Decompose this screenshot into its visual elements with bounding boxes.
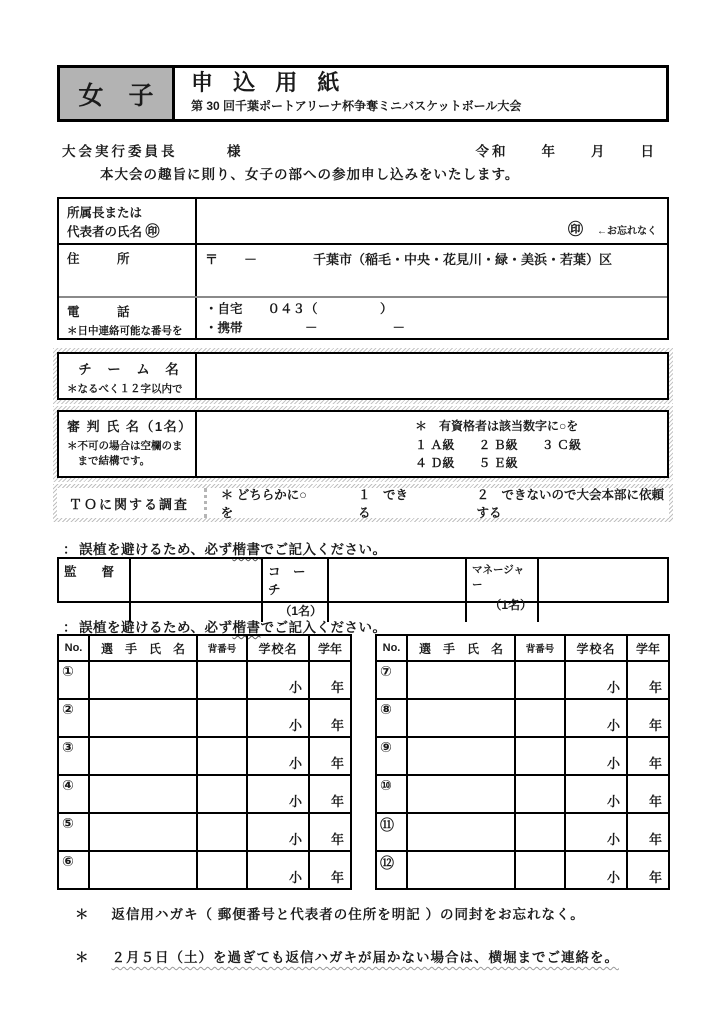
- addressee-line: [62, 140, 657, 160]
- qualification-instruction: ＊ 有資格者は該当数字に○を: [415, 419, 579, 433]
- roster-table-left: [57, 634, 352, 890]
- row-number: ⑦: [380, 663, 392, 679]
- kaisho-emphasis: 楷書: [232, 620, 261, 635]
- qualification-grades-2: ４ Ｄ級 ５ Ｅ級: [415, 456, 518, 471]
- grade-cell: 年: [330, 870, 344, 885]
- telephone-note: ＊日中連絡可能な番号を: [67, 325, 183, 337]
- jersey-number-cell: [516, 700, 566, 736]
- col-grade: 学年: [317, 641, 342, 656]
- manager-input-cell: [539, 559, 671, 622]
- row-number: ⑪: [380, 817, 394, 833]
- kaisho-note-2: ： 誤植を避けるため、必ず楷書でご記入ください。: [63, 620, 387, 635]
- player-name-cell: [408, 700, 516, 736]
- roster-row-4: [59, 776, 350, 814]
- col-grade: 学年: [635, 641, 660, 656]
- col-jersey-number: 背番号: [198, 636, 248, 660]
- name-input-cell: [197, 199, 667, 243]
- player-name-cell: [408, 738, 516, 774]
- player-name-cell: [408, 852, 516, 888]
- to-survey-question: ＊ どちらかに○を: [220, 488, 307, 520]
- school-cell: 小: [248, 776, 310, 812]
- roster-row-12: [377, 852, 668, 888]
- pledge-sentence: 本大会の趣旨に則り、女子の部への参加申し込みをいたします。: [100, 167, 520, 182]
- telephone-home-line: ・自宅 ０４３（ ）: [205, 302, 393, 316]
- to-survey-label: ＴＯに関する調査: [57, 488, 207, 518]
- referee-box: [57, 410, 669, 478]
- school-cell: 小: [248, 738, 310, 774]
- roster-row-1: [59, 662, 350, 700]
- col-player-name: 選 手 氏 名: [408, 636, 516, 660]
- grade-cell: 年: [648, 870, 662, 885]
- jersey-number-cell: [516, 814, 566, 850]
- date-line: 令和 年 月 日: [475, 144, 657, 159]
- school-cell: 小: [248, 814, 310, 850]
- telephone-row: [59, 296, 667, 338]
- referee-box-hatch: [53, 406, 673, 482]
- to-survey-options: [207, 485, 669, 521]
- head-coach-input-cell: [131, 559, 263, 622]
- row-number: ⑫: [380, 855, 394, 871]
- school-cell: 小: [566, 852, 628, 888]
- jersey-number-cell: [198, 776, 248, 812]
- category-label: 女 子: [78, 81, 154, 110]
- asterisk-marker: ＊: [75, 907, 90, 922]
- roster-row-6: [59, 852, 350, 888]
- player-name-cell: [408, 776, 516, 812]
- player-name-cell: [90, 662, 198, 698]
- address-row: [59, 243, 667, 296]
- row-number: ⑥: [62, 853, 74, 869]
- postal-mark: 〒 －: [205, 252, 258, 267]
- school-cell: 小: [566, 662, 628, 698]
- category-cell: [60, 68, 175, 119]
- team-name-note: ＊なるべく１２字以内で: [67, 383, 183, 395]
- jersey-number-cell: [516, 738, 566, 774]
- coach-input-cell: [329, 559, 467, 622]
- jersey-number-cell: [198, 700, 248, 736]
- jersey-number-cell: [516, 776, 566, 812]
- manager-label-cell: マネージャー （1名）: [467, 559, 539, 622]
- referee-qualification-cell: [197, 412, 667, 476]
- telephone-input-cell: [197, 298, 667, 338]
- roster-row-9: [377, 738, 668, 776]
- grade-cell: 年: [330, 756, 344, 771]
- to-option-can: １ できる: [357, 488, 408, 520]
- school-cell: 小: [566, 700, 628, 736]
- grade-cell: 年: [330, 832, 344, 847]
- referee-label-cell: 審 判 氏 名（1名） ＊不可の場合は空欄のま まで結構です。: [59, 412, 197, 476]
- staff-table: [57, 557, 669, 618]
- player-name-cell: [90, 700, 198, 736]
- row-number: ④: [62, 777, 74, 793]
- note-bullet: ：: [63, 542, 77, 557]
- grade-cell: 年: [330, 794, 344, 809]
- form-title: 申 込 用 紙: [191, 70, 347, 95]
- qualification-grades-1: １ Ａ級 ２ Ｂ級 ３ Ｃ級: [415, 437, 582, 452]
- team-name-input-cell: [197, 354, 667, 398]
- col-jersey-number: 背番号: [516, 636, 566, 660]
- row-number: ③: [62, 739, 74, 755]
- addressee-to: 大会実行委員長 様: [62, 144, 244, 159]
- row-number: ①: [62, 663, 74, 679]
- city-ward-options: 千葉市（稲毛・中央・花見川・緑・美浜・若葉）区: [313, 252, 613, 267]
- kaisho-emphasis: 楷書: [232, 542, 261, 557]
- jersey-number-cell: [198, 852, 248, 888]
- col-no: No.: [377, 636, 408, 660]
- coach-label-cell: コ ー チ （1名）: [263, 559, 329, 622]
- form-header: [57, 65, 669, 122]
- grade-cell: 年: [648, 832, 662, 847]
- jersey-number-cell: [198, 814, 248, 850]
- row-number: ⑤: [62, 815, 74, 831]
- roster-header-row: [59, 636, 350, 662]
- row-number: ⑧: [380, 701, 392, 717]
- col-player-name: 選 手 氏 名: [90, 636, 198, 660]
- roster-row-2: [59, 700, 350, 738]
- school-cell: 小: [248, 852, 310, 888]
- player-name-cell: [90, 852, 198, 888]
- asterisk-marker: ＊: [75, 950, 90, 965]
- school-cell: 小: [566, 738, 628, 774]
- school-cell: 小: [248, 662, 310, 698]
- school-cell: 小: [566, 814, 628, 850]
- player-name-cell: [90, 776, 198, 812]
- col-school: 学校名: [248, 636, 310, 660]
- player-name-cell: [408, 662, 516, 698]
- school-cell: 小: [248, 700, 310, 736]
- seal-icon: ㊞: [145, 223, 160, 239]
- player-name-cell: [408, 814, 516, 850]
- return-postcard-note: ＊ 返信用ハガキ（ 郵便番号と代表者の住所を明記 ）の同封をお忘れなく。: [75, 907, 585, 922]
- seal-icon: ㊞: [567, 221, 583, 238]
- contact-table: [57, 197, 669, 340]
- grade-cell: 年: [648, 756, 662, 771]
- school-cell: 小: [566, 776, 628, 812]
- row-number: ②: [62, 701, 74, 717]
- roster-row-8: [377, 700, 668, 738]
- seal-reminder-text: ←お忘れなく: [597, 226, 657, 237]
- kaisho-note-1: ： 誤植を避けるため、必ず楷書でご記入ください。: [63, 542, 387, 557]
- header-title-area: [175, 68, 666, 119]
- row-number: ⑩: [380, 777, 392, 793]
- grade-cell: 年: [648, 680, 662, 695]
- jersey-number-cell: [516, 662, 566, 698]
- telephone-label-cell: 電 話 ＊日中連絡可能な番号を: [59, 298, 197, 338]
- roster-row-11: [377, 814, 668, 852]
- team-name-box: [57, 352, 669, 400]
- grade-cell: 年: [648, 718, 662, 733]
- address-input-cell: [197, 245, 667, 296]
- player-name-cell: [90, 814, 198, 850]
- to-option-cannot: ２ できないので大会本部に依頼する: [476, 488, 665, 520]
- referee-note-line2: まで結構です。: [67, 455, 151, 467]
- deadline-contact-note: ＊ ２月５日（土）を過ぎても返信ハガキが届かない場合は、横堀までご連絡を。: [75, 950, 619, 965]
- head-coach-label-cell: 監 督: [59, 559, 131, 622]
- to-survey-box: [53, 484, 673, 522]
- roster-table-right: [375, 634, 670, 890]
- roster-row-7: [377, 662, 668, 700]
- grade-cell: 年: [648, 794, 662, 809]
- name-label-line2: 代表者の氏名 ㊞: [67, 223, 160, 239]
- col-school: 学校名: [566, 636, 628, 660]
- referee-note-line1: ＊不可の場合は空欄のま: [67, 440, 183, 452]
- grade-cell: 年: [330, 680, 344, 695]
- jersey-number-cell: [198, 662, 248, 698]
- seal-reminder: [568, 218, 657, 239]
- tournament-name: 第 30 回千葉ポートアリーナ杯争奪ミニバスケットボール大会: [191, 99, 522, 114]
- team-name-label-cell: チ ー ム 名 ＊なるべく１２字以内で: [59, 354, 197, 398]
- address-label-cell: 住 所: [59, 245, 197, 296]
- roster-row-5: [59, 814, 350, 852]
- col-no: No.: [59, 636, 90, 660]
- player-name-cell: [90, 738, 198, 774]
- team-name-box-hatch: [53, 348, 673, 404]
- representative-name-row: [59, 199, 667, 243]
- note-bullet: ：: [63, 620, 77, 635]
- grade-cell: 年: [330, 718, 344, 733]
- jersey-number-cell: [198, 738, 248, 774]
- row-number: ⑨: [380, 739, 392, 755]
- name-label-line1: 所属長または: [67, 206, 143, 220]
- telephone-mobile-line: ・携帯 － －: [205, 320, 406, 335]
- roster-row-3: [59, 738, 350, 776]
- roster-row-10: [377, 776, 668, 814]
- roster-header-row: [377, 636, 668, 662]
- name-label-cell: [59, 199, 197, 243]
- jersey-number-cell: [516, 852, 566, 888]
